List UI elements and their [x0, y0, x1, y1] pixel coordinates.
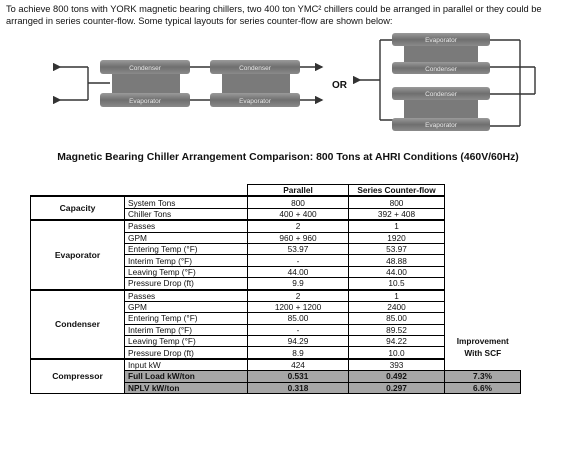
cell-scf: 1 — [349, 220, 445, 232]
table-row — [31, 220, 521, 232]
group-evaporator: Evaporator — [31, 220, 125, 289]
table-row — [31, 290, 521, 302]
table-row — [31, 196, 521, 208]
cell-parallel: 424 — [248, 359, 349, 371]
cell-parallel: 960 + 960 — [248, 232, 349, 243]
cell-parallel: 85.00 — [248, 313, 349, 324]
cell-scf: 48.88 — [349, 255, 445, 266]
cell-scf: 392 + 408 — [349, 208, 445, 220]
cell-scf: 0.492 — [349, 371, 445, 382]
row-label: Input kW — [125, 359, 248, 371]
or-label: OR — [332, 80, 347, 91]
cell-parallel: 44.00 — [248, 266, 349, 277]
group-capacity: Capacity — [31, 196, 125, 220]
cell-parallel: 9.9 — [248, 278, 349, 290]
left-unit-label: Evaporator — [239, 98, 271, 105]
left-unit-label: Condenser — [239, 65, 271, 72]
cell-parallel: 53.97 — [248, 243, 349, 254]
intro-paragraph: To achieve 800 tons with YORK magnetic bearing chillers, two 400 ton YMC² chillers could be arranged in parallel or they could be arranged in series counter-flow. Some typical layouts for series counter-flow are shown below: — [6, 4, 542, 26]
row-label: Full Load kW/ton — [125, 371, 248, 382]
improvement-header-line2: With SCF — [464, 347, 502, 358]
cell-scf: 89.52 — [349, 324, 445, 335]
row-label: Chiller Tons — [125, 208, 248, 220]
cell-parallel: 0.318 — [248, 382, 349, 393]
cell-parallel: 94.29 — [248, 336, 349, 347]
row-label: Pressure Drop (ft) — [125, 278, 248, 290]
row-label: Leaving Temp (°F) — [125, 266, 248, 277]
table-header-row — [31, 185, 521, 197]
improvement-header-line1: Improvement — [456, 336, 509, 347]
right-unit-label: Condenser — [425, 66, 457, 73]
cell-parallel: 0.531 — [248, 371, 349, 382]
row-label: Interim Temp (°F) — [125, 255, 248, 266]
cell-parallel: 400 + 400 — [248, 208, 349, 220]
left-unit-label: Condenser — [129, 65, 161, 72]
cell-parallel: 2 — [248, 220, 349, 232]
row-label: NPLV kW/ton — [125, 382, 248, 393]
cell-scf: 44.00 — [349, 266, 445, 277]
cell-scf: 1 — [349, 290, 445, 302]
cell-scf: 10.0 — [349, 347, 445, 359]
header-series-counter-flow: Series Counter-flow — [349, 185, 445, 197]
cell-scf: 85.00 — [349, 313, 445, 324]
row-label: Passes — [125, 290, 248, 302]
row-label: GPM — [125, 232, 248, 243]
cell-scf: 10.5 — [349, 278, 445, 290]
cell-parallel: 2 — [248, 290, 349, 302]
comparison-heading: Magnetic Bearing Chiller Arrangement Comparison: 800 Tons at AHRI Conditions (460V/60Hz) — [57, 152, 519, 163]
cell-improvement: 6.6% — [445, 382, 521, 393]
group-condenser: Condenser — [31, 290, 125, 359]
row-label: GPM — [125, 301, 248, 312]
cell-parallel: - — [248, 255, 349, 266]
row-label: Leaving Temp (°F) — [125, 336, 248, 347]
group-compressor: Compressor — [31, 359, 125, 394]
cell-parallel: 800 — [248, 196, 349, 208]
cell-scf: 800 — [349, 196, 445, 208]
right-unit-label: Evaporator — [425, 122, 457, 129]
cell-scf: 1920 — [349, 232, 445, 243]
header-parallel: Parallel — [248, 185, 349, 197]
cell-scf: 393 — [349, 359, 445, 371]
chiller-layout-diagrams — [0, 30, 576, 150]
cell-parallel: 1200 + 1200 — [248, 301, 349, 312]
cell-improvement: 7.3% — [445, 371, 521, 382]
row-label: Interim Temp (°F) — [125, 324, 248, 335]
row-label: Entering Temp (°F) — [125, 313, 248, 324]
cell-scf: 0.297 — [349, 382, 445, 393]
row-label: System Tons — [125, 196, 248, 208]
row-label: Pressure Drop (ft) — [125, 347, 248, 359]
right-series-diagram — [360, 33, 535, 131]
cell-scf: 53.97 — [349, 243, 445, 254]
table-row — [31, 359, 521, 371]
left-unit-label: Evaporator — [129, 98, 161, 105]
cell-parallel: 8.9 — [248, 347, 349, 359]
row-label: Entering Temp (°F) — [125, 243, 248, 254]
comparison-table — [30, 184, 521, 394]
right-unit-label: Evaporator — [425, 37, 457, 44]
cell-parallel: - — [248, 324, 349, 335]
left-series-diagram — [60, 60, 322, 107]
cell-scf: 2400 — [349, 301, 445, 312]
row-label: Passes — [125, 220, 248, 232]
cell-scf: 94.22 — [349, 336, 445, 347]
right-unit-label: Condenser — [425, 91, 457, 98]
